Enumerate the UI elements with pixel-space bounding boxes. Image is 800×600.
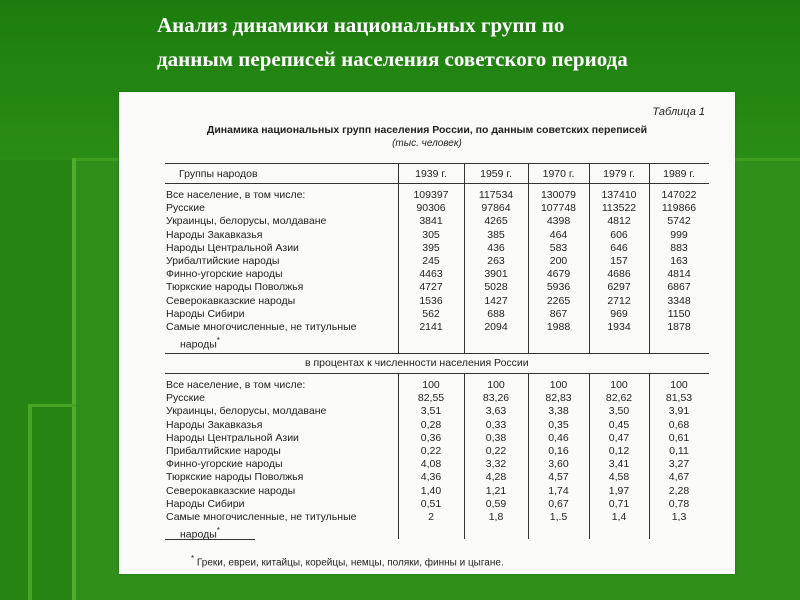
section1-cell: 1934 <box>607 321 631 333</box>
section2-row-label: Русские <box>166 392 205 405</box>
section1-row-label: Народы Закавказья <box>166 228 263 241</box>
slide-title-line-2: данным переписей населения советского периода <box>157 47 628 71</box>
slide-title-line-1: Анализ динамики национальных групп по <box>157 13 565 37</box>
section1-cell: 163 <box>670 255 688 267</box>
section2-cell: 0,22 <box>485 445 507 457</box>
section1-cell: 4686 <box>607 268 631 281</box>
section2-cell: 3,38 <box>548 405 569 418</box>
section2-cell: 4,28 <box>485 471 507 484</box>
section1-cell: 4463 <box>419 268 443 281</box>
section2-row-label: Все население, в том числе: <box>166 379 306 391</box>
section2-row-label: Народы Сибири <box>166 497 245 510</box>
section2-row-label: Народы Центральной Азии <box>166 431 299 444</box>
background-left-column <box>0 160 72 600</box>
section1-cell: 305 <box>422 228 440 241</box>
section2-row-label: Народы Закавказья <box>166 418 263 431</box>
section1-cell: 6297 <box>607 281 631 294</box>
section1-cell: 157 <box>610 255 628 267</box>
section1-cell: 385 <box>487 228 505 241</box>
section2-cell: 0,71 <box>608 497 630 510</box>
section1-cell: 1536 <box>419 294 443 307</box>
section1-cell: 119866 <box>661 202 697 215</box>
section1-cell: 200 <box>549 255 568 267</box>
section1-cell: 4814 <box>667 268 691 281</box>
section1-cell: 4265 <box>484 215 508 228</box>
section1-cell: 117534 <box>478 189 514 201</box>
section1-cell: 867 <box>549 307 568 320</box>
section2-cell: 1,74 <box>548 484 569 497</box>
section2-heading: в процентах к численности населения России <box>305 357 529 369</box>
section1-cell: 2712 <box>607 294 631 307</box>
section2-cell: 0,35 <box>548 418 569 431</box>
section1-cell: 5028 <box>484 281 508 294</box>
column-header-year: 1989 г. <box>663 168 695 180</box>
section2-cell: 0,51 <box>420 497 442 510</box>
table-footnote <box>191 554 504 568</box>
section1-cell: 90306 <box>416 202 446 215</box>
section2-cell: 3,27 <box>668 458 690 471</box>
section2-cell: 0,78 <box>668 497 690 510</box>
section2-cell: 0,12 <box>608 445 630 457</box>
footnote-mark: * <box>216 526 220 536</box>
section1-cell: 464 <box>549 228 568 241</box>
table-heading: Динамика национальных групп населения России, по данным советских переписей <box>206 124 648 136</box>
section1-cell: 4398 <box>546 215 571 228</box>
section1-cell: 4812 <box>607 215 631 228</box>
table-units: (тыс. человек) <box>392 138 462 149</box>
section2-row-label: Украинцы, белорусы, молдаване <box>166 405 327 418</box>
section2-cell: 2 <box>428 511 434 523</box>
section2-cell: 100 <box>487 379 505 391</box>
section2-row-label: Самые многочисленные, не титульные <box>166 511 357 523</box>
section1-cell: 436 <box>487 241 505 254</box>
section2-cell: 0,38 <box>485 431 507 444</box>
section1-row-label: Народы Центральной Азии <box>166 241 299 254</box>
section2-cell: 0,22 <box>420 445 442 457</box>
table-number: Таблица 1 <box>652 106 705 118</box>
section1-row-label: Украинцы, белорусы, молдаване <box>166 215 327 228</box>
section2-cell: 0,36 <box>420 431 442 444</box>
section1-cell: 147022 <box>661 189 697 201</box>
section2-cell: 100 <box>610 379 628 391</box>
section1-cell: 97864 <box>481 202 511 215</box>
section2-cell: 2,28 <box>668 484 690 497</box>
section1-row-label: Все население, в том числе: <box>166 189 306 201</box>
section2-cell: 4,67 <box>668 471 690 484</box>
section1-row-label: Народы Сибири <box>166 307 245 320</box>
section1-cell: 4727 <box>419 281 443 294</box>
section2-cell: 81,53 <box>665 392 693 405</box>
section2-cell: 3,60 <box>548 458 569 471</box>
section1-cell: 130079 <box>540 189 577 201</box>
section1-cell: 5742 <box>667 215 691 228</box>
section2-cell: 0,46 <box>548 431 569 444</box>
section1-cell: 107748 <box>540 202 577 215</box>
section2-cell: 1,40 <box>420 484 442 497</box>
section1-cell: 1878 <box>667 321 691 333</box>
table-rule-section2-start <box>165 373 709 374</box>
section2-cell: 1,.5 <box>549 511 568 523</box>
section2-cell: 0,68 <box>668 418 690 431</box>
section1-cell: 688 <box>487 307 505 320</box>
background-line <box>28 405 32 600</box>
section1-cell: 1427 <box>484 294 508 307</box>
footnote-text: Греки, евреи, китайцы, корейцы, немцы, поляки, финны и цыгане. <box>194 557 504 569</box>
table-rule-header <box>165 183 709 184</box>
section2-cell: 100 <box>422 379 440 391</box>
section2-cell: 4,57 <box>548 471 569 484</box>
section2-row-label-continued: народы* <box>180 526 220 541</box>
table-rule-top <box>165 163 709 164</box>
column-header-year: 1939 г. <box>415 168 447 180</box>
table-image <box>119 92 735 574</box>
column-header-groups: Группы народов <box>179 168 258 180</box>
section1-cell: 263 <box>487 255 505 267</box>
section2-cell: 4,58 <box>608 471 630 484</box>
section1-cell: 883 <box>670 241 688 254</box>
background-line <box>72 158 76 600</box>
section1-row-label: Урибалтийские народы <box>166 255 280 267</box>
section1-cell: 395 <box>422 241 440 254</box>
section1-cell: 2094 <box>484 321 508 333</box>
section2-cell: 3,50 <box>608 405 630 418</box>
section2-cell: 82,55 <box>417 392 445 405</box>
section1-row-label: Русские <box>166 202 205 215</box>
section1-cell: 562 <box>422 307 440 320</box>
section2-row-label: Финно-угорские народы <box>166 458 283 471</box>
section2-cell: 83,26 <box>482 392 510 405</box>
section2-cell: 3,91 <box>668 405 690 418</box>
section2-cell: 1,4 <box>611 511 627 523</box>
section2-cell: 100 <box>549 379 568 391</box>
section2-cell: 0,16 <box>548 445 569 457</box>
slide-title <box>157 8 797 76</box>
section2-cell: 3,51 <box>420 405 442 418</box>
section2-cell: 0,67 <box>548 497 569 510</box>
section1-cell: 109397 <box>413 189 449 201</box>
section1-cell: 245 <box>422 255 440 267</box>
section2-cell: 82,83 <box>545 392 572 405</box>
background-line <box>28 404 76 407</box>
section2-cell: 1,8 <box>488 511 504 523</box>
section1-cell: 999 <box>670 228 688 241</box>
section1-cell: 3348 <box>667 294 691 307</box>
section1-cell: 583 <box>549 241 568 254</box>
section2-cell: 0,33 <box>485 418 507 431</box>
column-header-year: 1970 г. <box>542 168 575 180</box>
section2-cell: 82,62 <box>605 392 633 405</box>
section1-cell: 3901 <box>484 268 508 281</box>
section1-row-label-continued: народы* <box>180 336 220 351</box>
section2-cell: 0,61 <box>668 431 690 444</box>
section2-cell: 0,28 <box>420 418 442 431</box>
section1-cell: 6867 <box>667 281 691 294</box>
section1-cell: 969 <box>610 307 628 320</box>
section2-cell: 100 <box>670 379 688 391</box>
section2-cell: 4,36 <box>420 471 442 484</box>
table-rule-section1-end <box>165 353 709 354</box>
section2-cell: 3,63 <box>485 405 507 418</box>
section1-cell: 113522 <box>601 202 637 215</box>
section1-cell: 646 <box>610 241 628 254</box>
section2-cell: 4,08 <box>420 458 442 471</box>
section2-row-label: Тюркские народы Поволжья <box>166 471 304 484</box>
section1-cell: 1988 <box>546 321 571 333</box>
section2-cell: 1,3 <box>671 511 687 523</box>
footnote-mark: * <box>216 336 220 346</box>
section2-cell: 0,59 <box>485 497 507 510</box>
section2-cell: 1,21 <box>485 484 507 497</box>
section1-row-label: Самые многочисленные, не титульные <box>166 321 357 333</box>
section2-cell: 0,47 <box>608 431 630 444</box>
section1-row-label: Тюркские народы Поволжья <box>166 281 304 294</box>
section2-cell: 3,32 <box>485 458 507 471</box>
column-header-year: 1979 г. <box>603 168 635 180</box>
section1-cell: 2265 <box>546 294 571 307</box>
section1-row-label: Северокавказские народы <box>166 294 296 307</box>
section2-cell: 0,11 <box>669 445 689 457</box>
section2-row-label: Прибалтийские народы <box>166 445 281 457</box>
column-header-year: 1959 г. <box>480 168 512 180</box>
section2-cell: 1,97 <box>608 484 630 497</box>
section1-cell: 2141 <box>419 321 443 333</box>
section1-cell: 5936 <box>546 281 571 294</box>
section1-cell: 3841 <box>419 215 443 228</box>
section1-cell: 4679 <box>546 268 571 281</box>
section1-cell: 606 <box>610 228 628 241</box>
footnote-mark: * <box>191 554 195 563</box>
section2-cell: 3,41 <box>608 458 630 471</box>
section1-cell: 137410 <box>601 189 637 201</box>
section1-cell: 1150 <box>667 307 691 320</box>
section2-cell: 0,45 <box>608 418 630 431</box>
section1-row-label: Финно-угорские народы <box>166 268 283 281</box>
section2-row-label: Северокавказские народы <box>166 484 296 497</box>
